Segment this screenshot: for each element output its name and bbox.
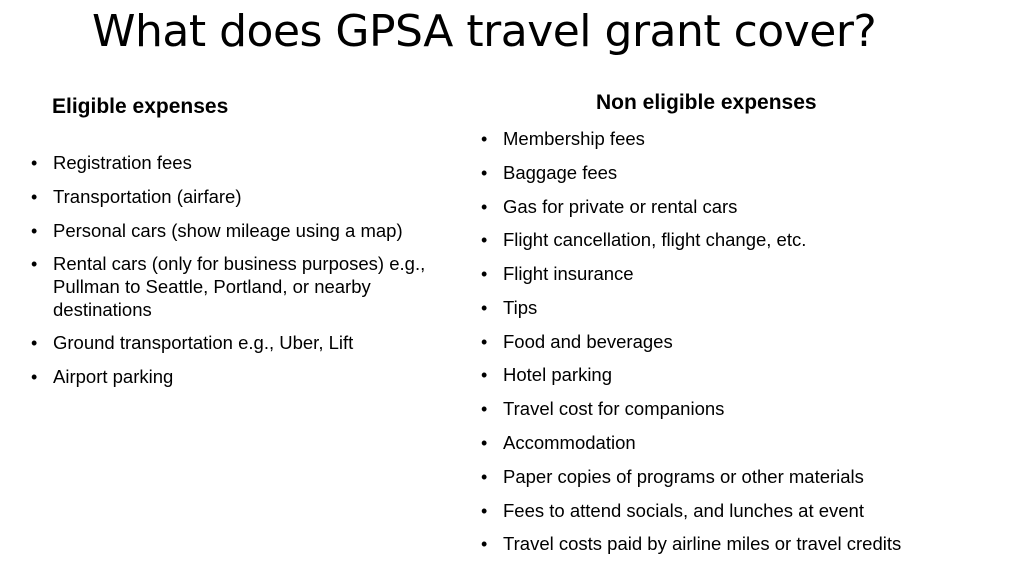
list-item-text: Accommodation — [503, 432, 636, 454]
bullet-icon: • — [31, 333, 38, 354]
bullet-icon: • — [481, 365, 488, 386]
list-item-text: Membership fees — [503, 128, 645, 149]
list-item — [31, 332, 451, 355]
bullet-icon: • — [31, 153, 38, 173]
list-item-text: Paper copies of programs or other materials — [503, 465, 864, 487]
list-item — [31, 220, 451, 243]
eligible-expenses-list — [31, 152, 451, 400]
bullet-icon: • — [481, 433, 488, 454]
bullet-icon: • — [481, 230, 488, 251]
list-item-text: Gas for private or rental cars — [503, 195, 738, 217]
list-item-text: Flight insurance — [503, 263, 634, 285]
list-item — [31, 186, 451, 209]
bullet-icon: • — [31, 186, 38, 207]
bullet-icon: • — [481, 331, 488, 352]
list-item — [31, 253, 451, 321]
list-item — [481, 331, 1001, 354]
list-item — [481, 432, 1001, 455]
bullet-icon: • — [481, 534, 488, 555]
bullet-icon: • — [481, 297, 488, 318]
bullet-icon: • — [31, 220, 38, 241]
list-item — [481, 263, 1001, 286]
bullet-icon: • — [481, 399, 488, 420]
list-item — [481, 364, 1001, 387]
list-item-text: Personal cars (show mileage using a map) — [53, 219, 403, 241]
list-item — [481, 398, 1001, 421]
eligible-expenses-heading: Eligible expenses — [52, 95, 229, 118]
list-item — [481, 500, 1001, 523]
list-item-text: Food and beverages — [503, 330, 673, 352]
bullet-icon: • — [31, 367, 38, 388]
list-item — [31, 152, 451, 175]
list-item — [481, 466, 1001, 489]
list-item-text: Ground transportation e.g., Uber, Lift — [53, 332, 354, 354]
non-eligible-expenses-list — [481, 128, 1001, 567]
list-item — [481, 196, 1001, 219]
list-item-text: Airport parking — [53, 366, 174, 388]
list-item-text: Baggage fees — [503, 161, 618, 183]
list-item-text: Rental cars (only for business purposes) e.g., Pullman to Seattle, Portland, or nearby destinations — [53, 253, 426, 320]
bullet-icon: • — [481, 264, 488, 285]
list-item-text: Flight cancellation, flight change, etc. — [503, 229, 807, 251]
list-item — [481, 229, 1001, 252]
list-item — [481, 533, 1001, 556]
bullet-icon: • — [31, 254, 38, 275]
bullet-icon: • — [481, 196, 488, 217]
list-item-text: Travel costs paid by airline miles or travel credits — [503, 533, 902, 555]
list-item-text: Travel cost for companions — [503, 398, 725, 420]
bullet-icon: • — [481, 466, 488, 487]
bullet-icon: • — [481, 129, 488, 149]
list-item-text: Hotel parking — [503, 364, 613, 386]
bullet-icon: • — [481, 162, 488, 183]
list-item-text: Fees to attend socials, and lunches at event — [503, 499, 864, 521]
list-item — [31, 366, 451, 389]
list-item-text: Registration fees — [53, 152, 192, 173]
list-item-text: Tips — [503, 296, 538, 318]
slide-title: What does GPSA travel grant cover? — [92, 6, 877, 57]
list-item — [481, 162, 1001, 185]
list-item — [481, 128, 1001, 151]
list-item-text: Transportation (airfare) — [53, 185, 242, 207]
bullet-icon: • — [481, 500, 488, 521]
non-eligible-expenses-heading: Non eligible expenses — [596, 91, 817, 114]
list-item — [481, 297, 1001, 320]
